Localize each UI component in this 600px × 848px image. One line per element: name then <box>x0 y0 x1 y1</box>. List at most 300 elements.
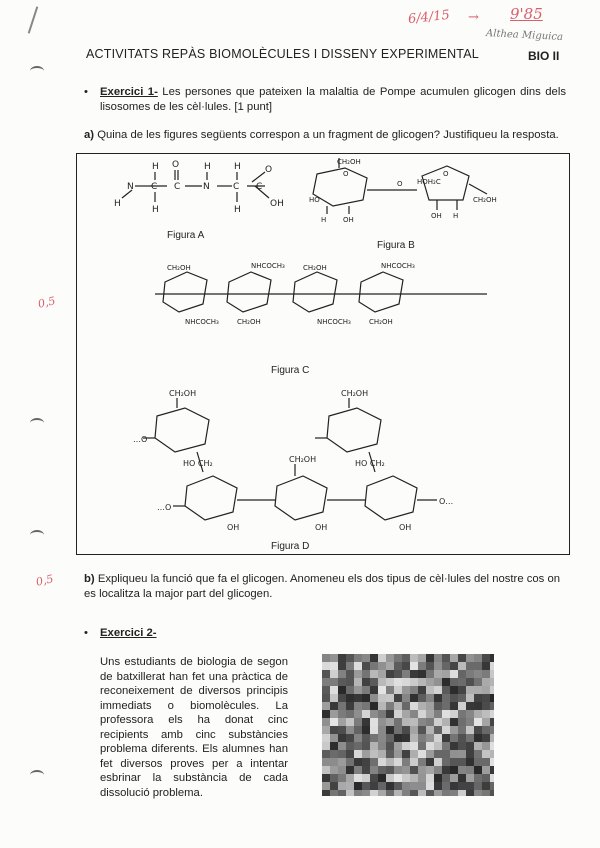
mosaic-tile <box>402 758 410 766</box>
mosaic-tile <box>322 686 330 694</box>
mosaic-tile <box>474 734 482 742</box>
mosaic-tile <box>442 774 450 782</box>
svg-text:O: O <box>397 180 403 188</box>
mosaic-tile <box>346 694 354 702</box>
mosaic-tile <box>466 782 474 790</box>
mosaic-tile <box>386 702 394 710</box>
mosaic-tile <box>442 742 450 750</box>
mosaic-tile <box>354 790 362 796</box>
mosaic-tile <box>466 750 474 758</box>
figure-a-dipeptide <box>114 160 284 215</box>
mosaic-tile <box>402 750 410 758</box>
mosaic-tile <box>442 718 450 726</box>
svg-text:H: H <box>234 162 241 172</box>
mosaic-tile <box>458 654 466 662</box>
svg-text:H: H <box>152 205 159 215</box>
mosaic-tile <box>490 742 494 750</box>
mosaic-tile <box>394 686 402 694</box>
figure-c-chitin-chain <box>155 262 487 326</box>
mosaic-tile <box>482 702 490 710</box>
mosaic-tile <box>490 678 494 686</box>
mosaic-tile <box>442 766 450 774</box>
pixelated-photo <box>322 654 494 796</box>
svg-text:H: H <box>152 162 159 172</box>
mosaic-tile <box>402 726 410 734</box>
mosaic-tile <box>418 662 426 670</box>
mosaic-tile <box>330 662 338 670</box>
mosaic-tile <box>354 718 362 726</box>
mosaic-tile <box>410 750 418 758</box>
mosaic-tile <box>386 758 394 766</box>
mosaic-tile <box>386 670 394 678</box>
mosaic-tile <box>434 742 442 750</box>
mosaic-tile <box>426 758 434 766</box>
mosaic-tile <box>474 694 482 702</box>
mosaic-tile <box>322 654 330 662</box>
mosaic-tile <box>426 654 434 662</box>
mosaic-tile <box>330 774 338 782</box>
mosaic-tile <box>346 702 354 710</box>
mosaic-tile <box>450 758 458 766</box>
svg-text:C: C <box>151 182 158 192</box>
mosaic-tile <box>458 782 466 790</box>
mosaic-tile <box>370 670 378 678</box>
mosaic-tile <box>370 766 378 774</box>
mosaic-tile <box>434 750 442 758</box>
mosaic-tile <box>426 694 434 702</box>
mosaic-tile <box>482 790 490 796</box>
svg-text:CH₂OH: CH₂OH <box>289 455 317 464</box>
figure-b-disaccharide <box>309 158 497 224</box>
question-a-letter: a) <box>84 129 95 141</box>
mosaic-tile <box>394 726 402 734</box>
mosaic-tile <box>466 710 474 718</box>
mosaic-tile <box>386 734 394 742</box>
mosaic-tile <box>330 702 338 710</box>
svg-text:NHCOCH₃: NHCOCH₃ <box>381 262 415 270</box>
mosaic-tile <box>410 742 418 750</box>
svg-text:N: N <box>203 182 210 192</box>
mosaic-tile <box>322 702 330 710</box>
mosaic-tile <box>322 742 330 750</box>
mosaic-tile <box>394 766 402 774</box>
mosaic-tile <box>362 710 370 718</box>
mosaic-tile <box>410 694 418 702</box>
mosaic-tile <box>346 710 354 718</box>
mosaic-tile <box>434 726 442 734</box>
mosaic-tile <box>386 742 394 750</box>
svg-text:H: H <box>114 199 121 209</box>
mosaic-tile <box>490 750 494 758</box>
mosaic-tile <box>322 710 330 718</box>
mosaic-tile <box>362 670 370 678</box>
mosaic-tile <box>410 686 418 694</box>
mosaic-tile <box>490 774 494 782</box>
mosaic-tile <box>410 702 418 710</box>
mosaic-tile <box>322 790 330 796</box>
mosaic-tile <box>386 790 394 796</box>
mosaic-tile <box>394 678 402 686</box>
mosaic-tile <box>330 742 338 750</box>
mosaic-tile <box>450 702 458 710</box>
mosaic-tile <box>458 662 466 670</box>
exercise2-bullet: • <box>84 627 88 639</box>
mosaic-tile <box>330 678 338 686</box>
exercise2-text: Uns estudiants de biologia de segon de batxillerat han fet una pràctica de reconeixement de diversos principis immediats o biomolècules. La professora els ha donat cinc recipients amb cinc substàncies problema diferents. Els alumnes han fet diversos proves per a intentar esbrinar la substància de cada dissolució problema. <box>100 656 288 799</box>
mosaic-tile <box>410 718 418 726</box>
mosaic-tile <box>402 774 410 782</box>
mosaic-tile <box>410 662 418 670</box>
svg-text:H: H <box>234 205 241 215</box>
mosaic-tile <box>474 686 482 694</box>
mosaic-tile <box>330 790 338 796</box>
mosaic-tile <box>394 662 402 670</box>
mosaic-tile <box>482 782 490 790</box>
mosaic-tile <box>370 750 378 758</box>
mosaic-tile <box>338 734 346 742</box>
mosaic-tile <box>378 750 386 758</box>
mosaic-tile <box>346 766 354 774</box>
mosaic-tile <box>338 654 346 662</box>
mosaic-tile <box>426 734 434 742</box>
mosaic-tile <box>426 662 434 670</box>
mosaic-tile <box>482 766 490 774</box>
mosaic-tile <box>338 782 346 790</box>
mosaic-tile <box>490 694 494 702</box>
mosaic-tile <box>490 782 494 790</box>
mosaic-tile <box>482 718 490 726</box>
mosaic-tile <box>338 742 346 750</box>
mosaic-tile <box>354 710 362 718</box>
page-title: ACTIVITATS REPÀS BIOMOLÈCULES I DISSENY EXPERIMENTAL <box>86 47 479 61</box>
mosaic-tile <box>370 662 378 670</box>
mosaic-tile <box>346 726 354 734</box>
mosaic-tile <box>410 734 418 742</box>
mosaic-tile <box>458 686 466 694</box>
mosaic-tile <box>418 710 426 718</box>
mosaic-tile <box>338 710 346 718</box>
mosaic-tile <box>330 686 338 694</box>
mosaic-tile <box>466 790 474 796</box>
mosaic-tile <box>474 718 482 726</box>
mosaic-tile <box>394 710 402 718</box>
mosaic-tile <box>482 726 490 734</box>
svg-text:CH₂OH: CH₂OH <box>337 158 361 166</box>
mosaic-tile <box>466 702 474 710</box>
figure-b-caption: Figura B <box>377 240 415 251</box>
mosaic-tile <box>386 686 394 694</box>
mosaic-tile <box>418 718 426 726</box>
mosaic-tile <box>482 758 490 766</box>
mosaic-tile <box>370 742 378 750</box>
mosaic-tile <box>330 758 338 766</box>
mosaic-tile <box>338 718 346 726</box>
mosaic-tile <box>474 710 482 718</box>
mosaic-tile <box>450 678 458 686</box>
mosaic-tile <box>346 782 354 790</box>
exercise1-intro-text: Les persones que pateixen la malaltia de Pompe acumulen glicogen dins dels lisosomes de les cèl·lules. [1 punt] <box>100 86 566 113</box>
mosaic-tile <box>458 718 466 726</box>
mosaic-tile <box>442 702 450 710</box>
svg-text:OH: OH <box>227 523 240 532</box>
mosaic-tile <box>394 742 402 750</box>
mosaic-tile <box>386 718 394 726</box>
mosaic-tile <box>466 694 474 702</box>
mosaic-tile <box>370 678 378 686</box>
mosaic-tile <box>418 678 426 686</box>
mosaic-tile <box>338 678 346 686</box>
mosaic-tile <box>442 710 450 718</box>
svg-text:CH₂OH: CH₂OH <box>341 389 369 398</box>
mosaic-tile <box>386 750 394 758</box>
mosaic-tile <box>402 766 410 774</box>
mosaic-tile <box>402 678 410 686</box>
mosaic-tile <box>442 662 450 670</box>
mosaic-tile <box>410 766 418 774</box>
mosaic-tile <box>354 774 362 782</box>
mosaic-tile <box>402 734 410 742</box>
mosaic-tile <box>394 750 402 758</box>
mosaic-tile <box>458 766 466 774</box>
mosaic-tile <box>474 790 482 796</box>
mosaic-tile <box>378 686 386 694</box>
mosaic-tile <box>474 766 482 774</box>
mosaic-tile <box>466 686 474 694</box>
mosaic-tile <box>474 702 482 710</box>
mosaic-tile <box>418 750 426 758</box>
mosaic-tile <box>490 766 494 774</box>
svg-text:OH: OH <box>399 523 412 532</box>
mosaic-tile <box>442 678 450 686</box>
mosaic-tile <box>474 670 482 678</box>
question-a <box>84 128 574 143</box>
mosaic-tile <box>442 726 450 734</box>
mosaic-tile <box>426 742 434 750</box>
question-b-text: Expliqueu la funció que fa el glicogen. Anomeneu els dos tipus de cèl·lules del nostre cos on es localitza la major part del glicogen. <box>84 573 561 600</box>
mosaic-tile <box>394 694 402 702</box>
mosaic-tile <box>322 734 330 742</box>
svg-text:O: O <box>172 160 180 170</box>
mosaic-tile <box>346 686 354 694</box>
mosaic-tile <box>490 686 494 694</box>
mosaic-tile <box>442 670 450 678</box>
mosaic-tile <box>346 662 354 670</box>
mosaic-tile <box>474 662 482 670</box>
mosaic-tile <box>458 742 466 750</box>
mosaic-tile <box>426 702 434 710</box>
mosaic-tile <box>370 702 378 710</box>
figure-d-caption: Figura D <box>271 541 310 552</box>
mosaic-tile <box>482 694 490 702</box>
svg-text:H: H <box>453 212 459 220</box>
question-b-letter: b) <box>84 573 95 585</box>
mosaic-tile <box>362 750 370 758</box>
exercise1-label: Exercici 1- <box>100 86 158 98</box>
mosaic-tile <box>434 654 442 662</box>
svg-text:O: O <box>443 170 449 178</box>
mosaic-tile <box>370 790 378 796</box>
mosaic-tile <box>338 790 346 796</box>
mosaic-tile <box>330 750 338 758</box>
molecule-figures <box>77 154 569 554</box>
mosaic-tile <box>378 678 386 686</box>
mosaic-tile <box>362 686 370 694</box>
mosaic-tile <box>338 750 346 758</box>
binder-hole-mark <box>30 770 44 780</box>
mosaic-tile <box>426 710 434 718</box>
mosaic-tile <box>482 734 490 742</box>
mosaic-tile <box>450 654 458 662</box>
mosaic-tile <box>426 750 434 758</box>
mosaic-tile <box>394 790 402 796</box>
margin-score-a: 0,5 <box>36 294 57 311</box>
mosaic-tile <box>370 734 378 742</box>
mosaic-tile <box>378 702 386 710</box>
mosaic-tile <box>322 766 330 774</box>
mosaic-tile <box>482 670 490 678</box>
mosaic-tile <box>346 750 354 758</box>
mosaic-tile <box>362 766 370 774</box>
pen-stroke-mark <box>28 6 39 33</box>
mosaic-tile <box>418 654 426 662</box>
mosaic-tile <box>362 742 370 750</box>
mosaic-tile <box>322 718 330 726</box>
mosaic-tile <box>338 686 346 694</box>
mosaic-tile <box>322 726 330 734</box>
mosaic-tile <box>354 702 362 710</box>
mosaic-tile <box>338 702 346 710</box>
mosaic-tile <box>386 662 394 670</box>
mosaic-tile <box>402 686 410 694</box>
mosaic-tile <box>402 710 410 718</box>
mosaic-tile <box>410 678 418 686</box>
svg-text:…O: …O <box>133 435 148 444</box>
mosaic-tile <box>458 726 466 734</box>
mosaic-tile <box>434 734 442 742</box>
mosaic-tile <box>394 734 402 742</box>
mosaic-tile <box>322 758 330 766</box>
mosaic-tile <box>346 678 354 686</box>
mosaic-tile <box>362 702 370 710</box>
svg-text:HO CH₂: HO CH₂ <box>183 459 213 468</box>
mosaic-tile <box>370 782 378 790</box>
mosaic-tile <box>410 654 418 662</box>
mosaic-tile <box>354 758 362 766</box>
mosaic-tile <box>346 758 354 766</box>
svg-text:OH: OH <box>343 216 354 224</box>
svg-text:OH: OH <box>270 199 284 209</box>
mosaic-tile <box>426 686 434 694</box>
mosaic-tile <box>330 694 338 702</box>
svg-text:O: O <box>343 170 349 178</box>
mosaic-tile <box>434 678 442 686</box>
mosaic-tile <box>458 750 466 758</box>
mosaic-tile <box>394 758 402 766</box>
mosaic-tile <box>338 670 346 678</box>
mosaic-tile <box>482 774 490 782</box>
mosaic-tile <box>362 654 370 662</box>
mosaic-tile <box>466 670 474 678</box>
svg-text:N: N <box>127 182 134 192</box>
mosaic-tile <box>434 790 442 796</box>
mosaic-tile <box>458 774 466 782</box>
mosaic-tile <box>426 718 434 726</box>
mosaic-tile <box>330 710 338 718</box>
mosaic-tile <box>410 758 418 766</box>
mosaic-tile <box>346 654 354 662</box>
mosaic-tile <box>394 654 402 662</box>
mosaic-tile <box>370 694 378 702</box>
mosaic-tile <box>434 758 442 766</box>
mosaic-tile <box>370 686 378 694</box>
mosaic-tile <box>458 670 466 678</box>
mosaic-tile <box>426 774 434 782</box>
mosaic-tile <box>394 782 402 790</box>
mosaic-tile <box>402 718 410 726</box>
mosaic-tile <box>370 726 378 734</box>
mosaic-tile <box>330 766 338 774</box>
mosaic-tile <box>330 734 338 742</box>
mosaic-tile <box>378 734 386 742</box>
mosaic-tile <box>386 774 394 782</box>
mosaic-tile <box>426 766 434 774</box>
mosaic-tile <box>322 782 330 790</box>
mosaic-tile <box>442 782 450 790</box>
mosaic-tile <box>426 726 434 734</box>
mosaic-tile <box>466 774 474 782</box>
mosaic-tile <box>466 718 474 726</box>
mosaic-tile <box>474 782 482 790</box>
mosaic-tile <box>378 766 386 774</box>
mosaic-tile <box>362 662 370 670</box>
mosaic-tile <box>450 718 458 726</box>
mosaic-tile <box>426 678 434 686</box>
svg-text:NHCOCH₃: NHCOCH₃ <box>185 318 219 326</box>
mosaic-tile <box>490 662 494 670</box>
mosaic-tile <box>458 758 466 766</box>
exercise1-bullet: • <box>84 86 88 98</box>
mosaic-tile <box>354 662 362 670</box>
mosaic-tile <box>322 774 330 782</box>
svg-text:CH₂OH: CH₂OH <box>473 196 497 204</box>
mosaic-tile <box>426 790 434 796</box>
mosaic-tile <box>354 670 362 678</box>
mosaic-tile <box>418 790 426 796</box>
mosaic-tile <box>330 782 338 790</box>
mosaic-tile <box>490 710 494 718</box>
mosaic-tile <box>442 790 450 796</box>
mosaic-tile <box>402 654 410 662</box>
mosaic-tile <box>362 694 370 702</box>
mosaic-tile <box>418 694 426 702</box>
mosaic-tile <box>346 670 354 678</box>
mosaic-tile <box>378 758 386 766</box>
mosaic-tile <box>386 782 394 790</box>
mosaic-tile <box>450 662 458 670</box>
mosaic-tile <box>450 774 458 782</box>
mosaic-tile <box>362 718 370 726</box>
svg-text:O: O <box>265 165 273 175</box>
mosaic-tile <box>434 686 442 694</box>
svg-text:HO: HO <box>309 196 320 204</box>
mosaic-tile <box>450 766 458 774</box>
svg-text:NHCOCH₃: NHCOCH₃ <box>317 318 351 326</box>
mosaic-tile <box>386 726 394 734</box>
mosaic-tile <box>450 670 458 678</box>
mosaic-tile <box>466 766 474 774</box>
mosaic-tile <box>434 702 442 710</box>
mosaic-tile <box>362 678 370 686</box>
